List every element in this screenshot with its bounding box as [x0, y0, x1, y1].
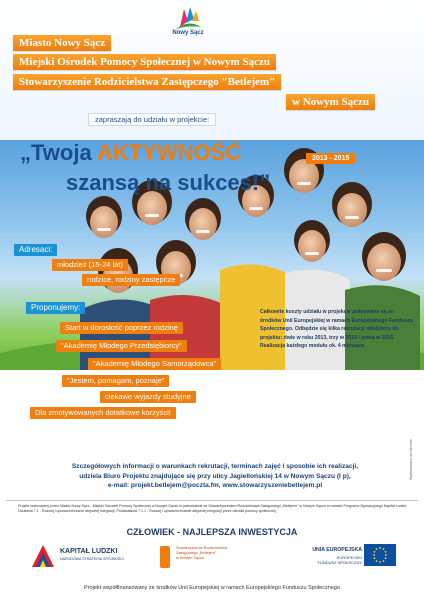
kapital-ludzki-subtitle: NARODOWA STRATEGIA SPÓJNOŚCI — [60, 557, 124, 561]
offer-item-4: "Jestem, pomagam, poznaje" — [62, 375, 169, 387]
association-name — [176, 546, 227, 561]
slogan-accent: AKTYWNOŚĆ — [97, 140, 242, 165]
offer-item-3: "Akademię Młodego Samorządowca" — [88, 358, 221, 370]
association-line-3: w Nowym Sączu — [176, 556, 205, 560]
project-info-text: Całkowite koszty udziału w projekcie pokrywane są ze środków Unii Europejskiej w ramach Europejskiego Funduszu Społecznego. Odbędzie się kilka rekrutacji młodzieży do projektu: dwie w roku 2013, trzy w 2014 i jedna w 2015. Realizacja każdego modułu ok. 4 miesiące. — [260, 309, 414, 350]
footer-slogan: CZŁOWIEK - NAJLEPSZA INWESTYCJA — [126, 527, 298, 537]
kapital-ludzki-title: KAPITAŁ LUDZKI — [60, 548, 118, 555]
addressees-label: Adresaci: — [14, 244, 57, 256]
eu-fund-line-2: FUNDUSZ SPOŁECZNY — [317, 560, 362, 565]
divider — [6, 500, 418, 501]
eu-fund-line-1: EUROPEJSKI — [336, 555, 362, 560]
offer-item-1: Start w dorosłość poprzez rodzinę — [60, 322, 183, 334]
side-print-note: Wydrukowano na zlecenie — [409, 439, 413, 480]
nowy-sacz-logo — [168, 3, 208, 43]
eu-flag-icon — [364, 544, 396, 566]
project-years-badge: 2013 - 2015 — [306, 153, 355, 164]
eu-fund — [282, 555, 362, 565]
banner-mops: Miejski Ośrodek Pomocy Społecznej w Nowym Sączu — [13, 54, 276, 70]
details-line-2: udziela Biuro Projektu znajdujące się przy ulicy Jagiellońskiej 14 w Nowym Sączu (I p), — [79, 472, 351, 480]
cofinancing-note: Projekt współfinansowany ze środków Unii Europejskiej w ramach Europejskiego Funduszu Społecznego — [84, 585, 340, 591]
banner-association: Stowarzyszenie Rodzicielstwa Zastępczego "Betlejem" — [13, 74, 281, 90]
offer-label: Proponujemy: — [26, 302, 85, 314]
association-line-1: Stowarzyszenie Rodzicielstwa — [176, 546, 227, 550]
details-line-1: Szczegółowych informacji o warunkach rekrutacji, terminach zajęć i sposobie ich realizacji, — [71, 463, 359, 470]
fine-print: Projekt realizowany przez Miasto Nowy Sącz - Miejski Ośrodek Pomocy Społecznej w Nowym Sączu w partnerstwie ze Stowarzyszeniem Rodzicielstwa Zastępczego „Betlejem” w Nowym Sączu w ramach Programu Operacyjnego Kapitał Ludzki, Działania 7.1 - Rozwój i upowszechnianie aktywnej integracji, Poddziałania 7.1.1 - Rozwój i upowszechnianie aktywnej integracji przez ośrodki pomocy społecznej. — [18, 504, 408, 513]
invite-line: zapraszają do udziału w projekcie: — [88, 113, 216, 126]
slogan-line-1 — [20, 140, 241, 166]
banner-city: Miasto Nowy Sącz — [13, 35, 111, 51]
association-line-2: Zastępczego „Betlejem” — [176, 551, 217, 555]
details-line-3: e-mail: projekt.betlejem@poczta.fm, www.stowarzyszeniebetlejem.pl — [107, 482, 323, 489]
association-logo-icon — [160, 546, 170, 568]
kapital-ludzki-logo-icon — [30, 543, 56, 569]
logo-text: Nowy Sącz — [172, 30, 204, 36]
eu-title: UNIA EUROPEJSKA — [312, 547, 362, 553]
slogan-line-2: szansą na sukces!” — [66, 170, 271, 195]
addressee-youth: młodzież (15-24 lat) — [52, 259, 128, 271]
slogan-prefix: „Twoja — [20, 140, 97, 165]
offer-item-5: ciekawe wyjazdy studyjne — [100, 391, 196, 403]
offer-item-6: Dla zmotywowanych dotatkowe korzyści! — [30, 407, 176, 419]
offer-item-2: "Akademię Młodego Przedsiębiorcy" — [56, 340, 187, 352]
addressee-parents: rodzice, rodziny zastępcze — [82, 274, 180, 286]
contact-details — [20, 462, 410, 491]
banner-location: w Nowym Sączu — [286, 94, 375, 110]
